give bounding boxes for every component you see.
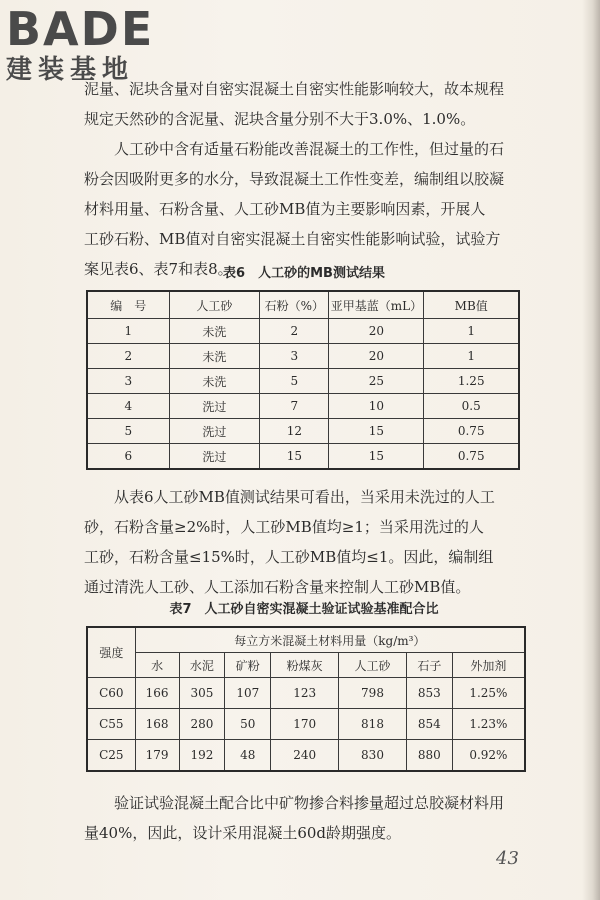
text-line: 砂，石粉含量≥2%时，人工砂MB值均≥1；当采用洗过的人 xyxy=(84,518,484,536)
table-cell: 880 xyxy=(406,740,452,772)
table-header-row xyxy=(87,653,525,678)
text-line: 从表6人工砂MB值测试结果可看出，当采用未洗过的人工 xyxy=(84,488,495,506)
table-cell: 15 xyxy=(329,444,424,470)
table-cell: 1 xyxy=(424,319,519,344)
table-cell: C60 xyxy=(87,678,135,709)
table-cell: 6 xyxy=(87,444,169,470)
table-cell: 洗过 xyxy=(169,394,260,419)
table-cell: 2 xyxy=(260,319,329,344)
text-line: 规定天然砂的含泥量、泥块含量分别不大于3.0%、1.0%。 xyxy=(84,110,476,128)
table-header-cell: 编 号 xyxy=(87,291,169,319)
table-cell: C25 xyxy=(87,740,135,772)
table-cell: 未洗 xyxy=(169,369,260,394)
table-cell: 7 xyxy=(260,394,329,419)
table-cell: 123 xyxy=(271,678,339,709)
table-cell: 1 xyxy=(424,344,519,369)
table-cell: 0.75 xyxy=(424,444,519,470)
table-cell: 3 xyxy=(87,369,169,394)
table-cell: 洗过 xyxy=(169,444,260,470)
table6 xyxy=(86,290,520,470)
table-header-cell: MB值 xyxy=(424,291,519,319)
table-cell: 166 xyxy=(135,678,179,709)
table-header-cell: 水 xyxy=(135,653,179,678)
table-cell: 170 xyxy=(271,709,339,740)
table-cell: 未洗 xyxy=(169,319,260,344)
table-header-cell: 水泥 xyxy=(179,653,225,678)
text-line: 工砂石粉、MB值对自密实混凝土自密实性能影响试验，试验方 xyxy=(84,230,501,248)
table-header-cell: 外加剂 xyxy=(452,653,525,678)
table-row xyxy=(87,344,519,369)
text-line: 工砂，石粉含量≤15%时，人工砂MB值均≤1。因此，编制组 xyxy=(84,548,494,566)
table-header-cell: 人工砂 xyxy=(169,291,260,319)
text-line: 验证试验混凝土配合比中矿物掺合料掺量超过总胶凝材料用 xyxy=(84,794,505,812)
table-header-cell: 石粉（%） xyxy=(260,291,329,319)
table-cell: 5 xyxy=(87,419,169,444)
table-cell: 1 xyxy=(87,319,169,344)
table-header-row xyxy=(87,627,525,653)
table-cell: 818 xyxy=(339,709,407,740)
table-cell: 854 xyxy=(406,709,452,740)
table-header-row xyxy=(87,291,519,319)
table7-caption: 表7 人工砂自密实混凝土验证试验基准配合比 xyxy=(169,602,439,617)
table-cell: 192 xyxy=(179,740,225,772)
text-line: 人工砂中含有适量石粉能改善混凝土的工作性，但过量的石 xyxy=(84,140,505,158)
table-cell: 10 xyxy=(329,394,424,419)
table-row xyxy=(87,740,525,772)
table-header-cell: 粉煤灰 xyxy=(271,653,339,678)
table-cell: 15 xyxy=(260,444,329,470)
table-cell: 0.92% xyxy=(452,740,525,772)
paragraph-1 xyxy=(84,74,524,134)
table-row xyxy=(87,709,525,740)
table-header-cell: 石子 xyxy=(406,653,452,678)
table-row xyxy=(87,319,519,344)
table-cell: 1.23% xyxy=(452,709,525,740)
table-cell: 280 xyxy=(179,709,225,740)
table-cell: C55 xyxy=(87,709,135,740)
table-cell: 25 xyxy=(329,369,424,394)
paragraph-4 xyxy=(84,788,524,848)
table-cell: 20 xyxy=(329,319,424,344)
table-header-cell: 亚甲基蓝（mL） xyxy=(329,291,424,319)
logo-main-text: BADE xyxy=(6,2,155,56)
table-cell: 798 xyxy=(339,678,407,709)
table-cell: 240 xyxy=(271,740,339,772)
table-cell: 0.75 xyxy=(424,419,519,444)
table-cell: 3 xyxy=(260,344,329,369)
table-cell: 305 xyxy=(179,678,225,709)
table-cell: 12 xyxy=(260,419,329,444)
strength-header-cell: 强度 xyxy=(87,627,135,678)
table-cell: 20 xyxy=(329,344,424,369)
table-cell: 48 xyxy=(225,740,271,772)
text-line: 粉会因吸附更多的水分，导致混凝土工作性变差，编制组以胶凝 xyxy=(84,170,505,188)
table-cell: 1.25% xyxy=(452,678,525,709)
logo-sub-text: 建装基地 xyxy=(6,55,135,85)
table-cell: 50 xyxy=(225,709,271,740)
table-cell: 179 xyxy=(135,740,179,772)
table-row xyxy=(87,419,519,444)
text-line: 通过清洗人工砂、人工添加石粉含量来控制人工砂MB值。 xyxy=(84,578,471,596)
text-line: 材料用量、石粉含量、人工砂MB值为主要影响因素，开展人 xyxy=(84,200,486,218)
table-cell: 洗过 xyxy=(169,419,260,444)
table-cell: 未洗 xyxy=(169,344,260,369)
text-line: 量40%，因此，设计采用混凝土60d龄期强度。 xyxy=(84,824,402,842)
text-line: 泥量、泥块含量对自密实混凝土自密实性能影响较大，故本规程 xyxy=(84,80,505,98)
table-row xyxy=(87,394,519,419)
table-cell: 1.25 xyxy=(424,369,519,394)
table-cell: 15 xyxy=(329,419,424,444)
table-cell: 0.5 xyxy=(424,394,519,419)
table-cell: 107 xyxy=(225,678,271,709)
table-cell: 830 xyxy=(339,740,407,772)
group-header-cell: 每立方米混凝土材料用量（kg/m³） xyxy=(135,627,525,653)
page-number: 43 xyxy=(496,848,519,869)
table-row xyxy=(87,678,525,709)
table-header-cell: 人工砂 xyxy=(339,653,407,678)
table-header-cell: 矿粉 xyxy=(225,653,271,678)
table6-caption: 表6 人工砂的MB测试结果 xyxy=(223,266,385,281)
table-cell: 5 xyxy=(260,369,329,394)
table-cell: 853 xyxy=(406,678,452,709)
page-spine-shadow xyxy=(582,0,600,900)
table-cell: 4 xyxy=(87,394,169,419)
table-cell: 168 xyxy=(135,709,179,740)
table7 xyxy=(86,626,526,772)
paragraph-3 xyxy=(84,482,524,602)
table-row xyxy=(87,369,519,394)
table-cell: 2 xyxy=(87,344,169,369)
text-line: 案见表6、表7和表8。 xyxy=(84,260,233,278)
table-row xyxy=(87,444,519,470)
